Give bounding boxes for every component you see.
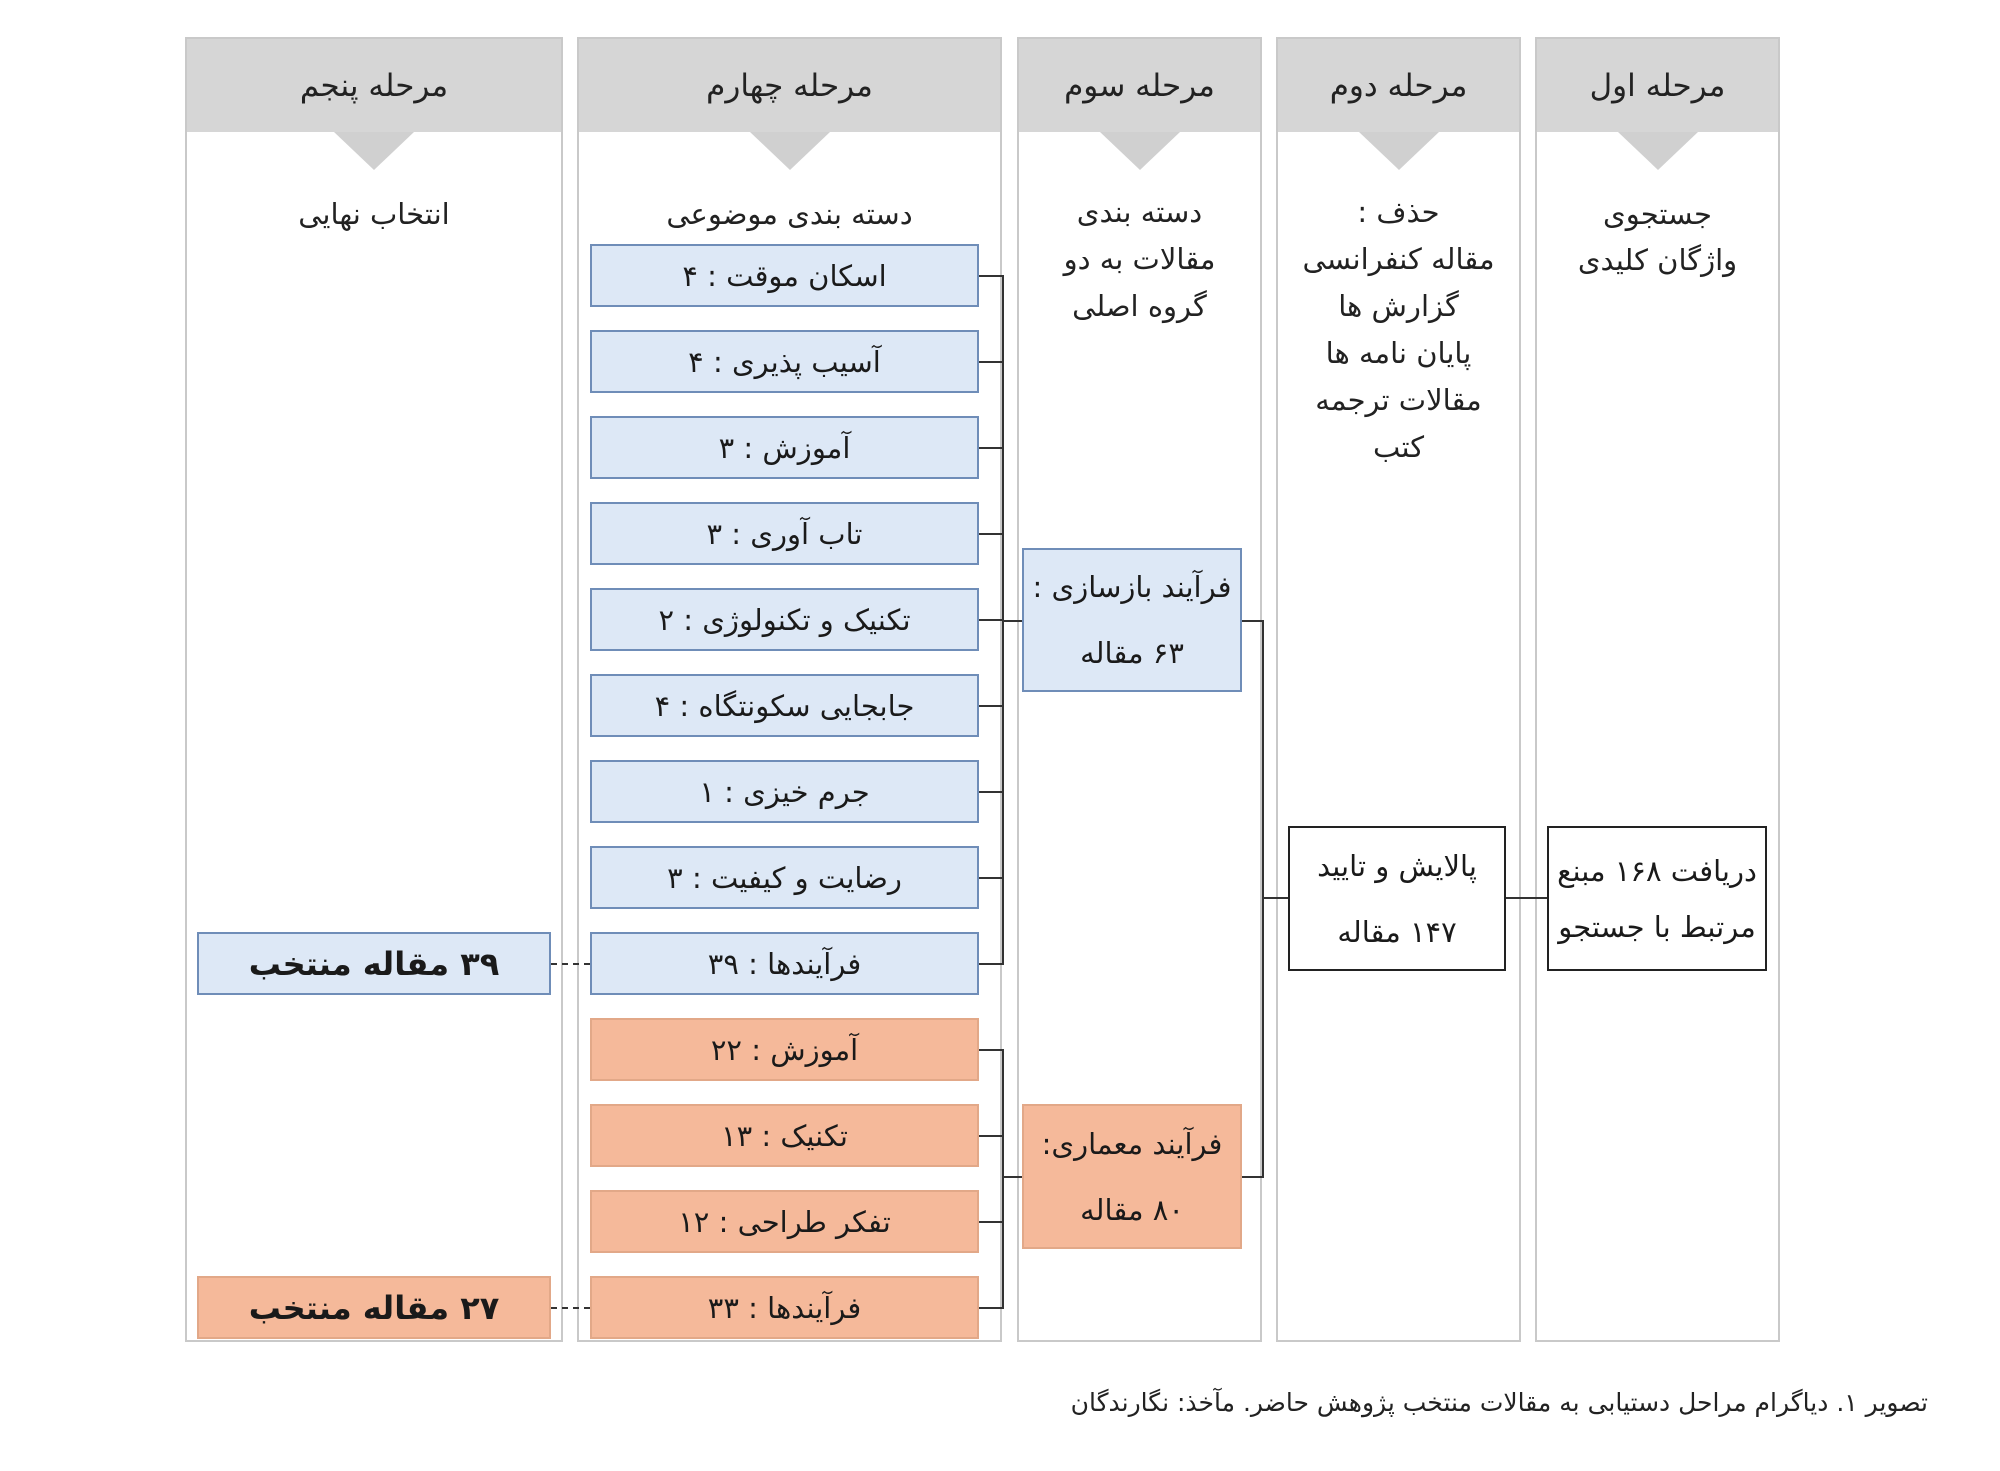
- stage-2-header: مرحله دوم: [1278, 39, 1519, 132]
- connector-line: [979, 963, 1003, 965]
- desc-line: جستجوی: [1603, 197, 1712, 231]
- desc-line: واژگان کلیدی: [1577, 243, 1738, 277]
- dashed-connector: [551, 1307, 590, 1309]
- reconstruction-process-box: [1022, 548, 1242, 692]
- desc-line: دسته بندی موضوعی: [666, 197, 913, 231]
- desc-line: حذف :: [1357, 195, 1440, 229]
- topic-box: آسیب پذیری : ۴: [590, 330, 979, 393]
- topic-box: تاب آوری : ۳: [590, 502, 979, 565]
- stage-2-description: [1278, 189, 1519, 471]
- figure-caption: تصویر ۱. دیاگرام مراحل دستیابی به مقالات منتخب پژوهش حاضر. مآخذ: نگارندگان: [1070, 1388, 1928, 1417]
- desc-line: دسته بندی: [1076, 195, 1203, 229]
- topic-box: اسکان موقت : ۴: [590, 244, 979, 307]
- connector-line: [979, 1049, 1003, 1051]
- connector-line: [1262, 897, 1288, 899]
- stage-1-header: مرحله اول: [1537, 39, 1778, 132]
- topic-box: تفکر طراحی : ۱۲: [590, 1190, 979, 1253]
- desc-line: کتب: [1372, 430, 1425, 464]
- stage-2-box-line: ۱۴۷ مقاله: [1337, 914, 1457, 949]
- connector-line: [979, 877, 1003, 879]
- stage-5-column: [185, 37, 563, 1342]
- connector-line: [1242, 620, 1264, 622]
- topic-box: تکنیک و تکنولوژی : ۲: [590, 588, 979, 651]
- connector-line: [979, 275, 1003, 277]
- down-arrow-icon: [1359, 132, 1439, 170]
- stage-1-column: [1535, 37, 1780, 1342]
- final-selection-architecture: ۲۷ مقاله منتخب: [197, 1276, 551, 1339]
- topic-box: فرآیندها : ۳۳: [590, 1276, 979, 1339]
- stage-3-description: [1019, 189, 1260, 330]
- topic-box: فرآیندها : ۳۹: [590, 932, 979, 995]
- topic-box: تکنیک : ۱۳: [590, 1104, 979, 1167]
- desc-line: پایان نامه ها: [1325, 336, 1472, 370]
- final-selection-reconstruction: ۳۹ مقاله منتخب: [197, 932, 551, 995]
- connector-line: [1242, 1176, 1264, 1178]
- down-arrow-icon: [1618, 132, 1698, 170]
- dashed-connector: [551, 963, 590, 965]
- stage-2-box: [1288, 826, 1506, 971]
- architecture-label: فرآیند معماری:: [1041, 1126, 1223, 1161]
- stage-3-header: مرحله سوم: [1019, 39, 1260, 132]
- connector-line: [979, 619, 1003, 621]
- down-arrow-icon: [1100, 132, 1180, 170]
- connector-line: [979, 1221, 1003, 1223]
- connector-line: [979, 705, 1003, 707]
- topic-box: آموزش : ۳: [590, 416, 979, 479]
- reconstruction-label: فرآیند بازسازی :: [1032, 570, 1232, 604]
- stage-1-box-line: مرتبط با جستجو: [1558, 909, 1756, 944]
- topic-box: آموزش : ۲۲: [590, 1018, 979, 1081]
- connector-line: [1002, 620, 1022, 622]
- desc-line: مقالات به دو: [1063, 242, 1216, 276]
- connector-line: [979, 447, 1003, 449]
- stage-1-description: [1537, 191, 1778, 283]
- topic-box: جابجایی سکونتگاه : ۴: [590, 674, 979, 737]
- connector-line: [979, 791, 1003, 793]
- down-arrow-icon: [334, 132, 414, 170]
- connector-line: [1262, 620, 1264, 1178]
- topic-box: رضایت و کیفیت : ۳: [590, 846, 979, 909]
- desc-line: مقاله کنفرانسی: [1302, 242, 1495, 276]
- down-arrow-icon: [750, 132, 830, 170]
- architecture-count: ۸۰ مقاله: [1080, 1192, 1184, 1227]
- stage-1-box-line: دریافت ۱۶۸ مبنع: [1557, 853, 1757, 888]
- connector-line: [979, 1135, 1003, 1137]
- connector-line: [1002, 1049, 1004, 1309]
- stage-1-box: [1547, 826, 1767, 971]
- reconstruction-count: ۶۳ مقاله: [1080, 636, 1184, 670]
- desc-line: گروه اصلی: [1072, 289, 1207, 323]
- connector-line: [979, 1307, 1003, 1309]
- topic-box: جرم خیزی : ۱: [590, 760, 979, 823]
- desc-line: مقالات ترجمه: [1315, 383, 1482, 417]
- stage-5-description: [187, 191, 561, 238]
- connector-line: [979, 361, 1003, 363]
- stage-2-column: [1276, 37, 1521, 1342]
- desc-line: انتخاب نهایی: [298, 197, 450, 231]
- connector-line: [1506, 897, 1547, 899]
- connector-line: [1002, 1176, 1022, 1178]
- stage-4-description: [579, 191, 1000, 238]
- desc-line: گزارش ها: [1338, 289, 1459, 323]
- stage-4-header: مرحله چهارم: [579, 39, 1000, 132]
- stage-5-header: مرحله پنجم: [187, 39, 561, 132]
- connector-line: [979, 533, 1003, 535]
- architecture-process-box: [1022, 1104, 1242, 1249]
- stage-2-box-line: پالایش و تایید: [1317, 848, 1477, 883]
